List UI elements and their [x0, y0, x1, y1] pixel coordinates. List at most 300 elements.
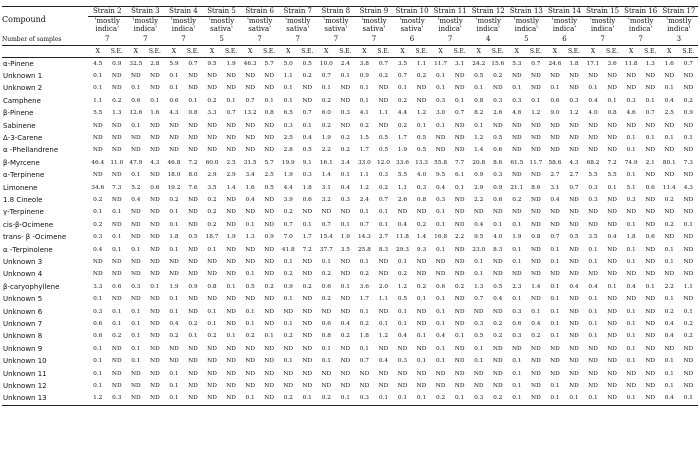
- mean-header: X: [660, 45, 679, 57]
- se-value: ND: [569, 370, 579, 377]
- mean-value: 0.1: [283, 259, 293, 265]
- mean-value: 0.4: [550, 196, 560, 203]
- mean-value: 0.1: [359, 345, 370, 352]
- compound-name: trans- β -Ocimene: [3, 233, 67, 242]
- se-value: ND: [607, 196, 617, 203]
- compound-name: Unknown 12: [3, 382, 47, 391]
- mean-value: 1.6: [664, 60, 674, 67]
- se-value: ND: [683, 122, 694, 129]
- table-row: [2, 70, 698, 82]
- compound-name: Unknown 6: [3, 307, 43, 316]
- se-value: ND: [150, 234, 160, 241]
- mean-value: 0.1: [93, 370, 103, 377]
- mean-value: ND: [245, 134, 255, 141]
- se-value: 0.1: [302, 122, 312, 129]
- mean-value: 0.1: [245, 321, 255, 328]
- mean-value: 4.5: [93, 60, 103, 67]
- mean-value: ND: [283, 370, 294, 377]
- se-value: 1.2: [531, 110, 541, 117]
- mean-value: ND: [283, 345, 294, 352]
- mean-value: 0.7: [397, 72, 408, 79]
- mean-value: 80.1: [662, 159, 676, 166]
- mean-value: 0.4: [626, 283, 636, 290]
- mean-value: 0.6: [550, 97, 560, 104]
- mean-value: 0.2: [321, 97, 331, 104]
- mean-value: 10.0: [319, 60, 333, 67]
- se-value: ND: [645, 122, 656, 129]
- se-value: ND: [603, 392, 622, 405]
- se-value: ND: [683, 234, 694, 241]
- se-value: ND: [454, 147, 465, 154]
- se-value: ND: [340, 259, 351, 265]
- se-value: ND: [531, 209, 541, 216]
- se-value: ND: [569, 259, 579, 265]
- mean-value: 23.0: [472, 246, 486, 253]
- se-value: 0.1: [378, 221, 389, 228]
- compound-name: Sabinene: [3, 121, 36, 130]
- mean-value: 0.1: [435, 296, 446, 303]
- mean-value: 0.4: [169, 321, 179, 328]
- se-value: ND: [569, 333, 579, 340]
- mean-value: ND: [207, 358, 217, 365]
- se-header: S.E.: [107, 45, 126, 57]
- strain-type: indica': [171, 25, 196, 33]
- mean-value: 0.1: [164, 392, 183, 405]
- mean-value: ND: [321, 383, 332, 390]
- mean-value: 0.1: [550, 321, 560, 328]
- strain-type: 'mostly: [323, 16, 349, 25]
- se-value: ND: [607, 383, 617, 390]
- sample-count: 6: [562, 34, 567, 43]
- mean-value: 19.9: [281, 159, 295, 166]
- se-value: ND: [188, 147, 198, 154]
- mean-value: 74.9: [624, 159, 638, 166]
- mean-value: 25.8: [357, 246, 371, 253]
- se-value: 0.1: [683, 308, 693, 315]
- se-value: ND: [569, 246, 579, 253]
- mean-value: 0.2: [169, 196, 179, 203]
- strain-name: Strain 6: [241, 7, 279, 17]
- se-value: ND: [569, 134, 579, 141]
- se-value: 0.3: [340, 196, 350, 203]
- table-row: [2, 107, 698, 119]
- se-value: ND: [607, 147, 617, 154]
- mean-value: ND: [207, 85, 217, 92]
- se-value: 0.5: [493, 134, 503, 141]
- se-value: ND: [150, 358, 160, 365]
- se-value: 0.6: [302, 196, 312, 203]
- mean-value: 0.2: [664, 196, 674, 203]
- mean-value: 1.4: [474, 147, 484, 154]
- mean-value: 0.2: [207, 221, 217, 228]
- compound-name: Δ-3-Carene: [3, 133, 43, 142]
- table-row: [2, 343, 698, 355]
- mean-value: ND: [245, 147, 255, 154]
- mean-value: 0.3: [435, 97, 446, 104]
- mean-value: 3.1: [321, 184, 331, 191]
- se-value: ND: [454, 246, 465, 253]
- se-value: ND: [150, 246, 160, 253]
- mean-value: 1.4: [321, 172, 331, 179]
- se-value: ND: [416, 259, 427, 265]
- mean-value: 0.3: [397, 358, 408, 365]
- mean-value: 0.7: [321, 72, 331, 79]
- mean-value: 1.9: [169, 283, 179, 290]
- terpene-table: [2, 6, 698, 406]
- compound-name: Unknown 11: [3, 369, 47, 378]
- mean-value: 0.1: [131, 358, 141, 365]
- mean-value: 0.1: [622, 392, 641, 405]
- se-value: ND: [416, 308, 427, 315]
- mean-value: ND: [92, 147, 103, 154]
- se-value: ND: [645, 271, 656, 278]
- mean-value: 0.1: [283, 358, 293, 365]
- mean-value: 0.1: [512, 85, 522, 92]
- se-value: 0.1: [416, 122, 427, 129]
- se-value: 3.5: [340, 246, 350, 253]
- se-value: 0.7: [226, 110, 236, 117]
- mean-header: X: [164, 45, 183, 57]
- se-value: ND: [645, 383, 656, 390]
- mean-value: ND: [588, 221, 598, 228]
- se-header: S.E.: [374, 45, 393, 57]
- strain-type-row-2: [2, 25, 698, 34]
- mean-value: ND: [245, 358, 255, 365]
- mean-value: 3.9: [283, 196, 293, 203]
- mean-value: 0.9: [283, 283, 293, 290]
- se-value: 0.2: [683, 97, 693, 104]
- mean-value: 0.2: [321, 122, 331, 129]
- compound-name: Camphene: [3, 96, 41, 105]
- se-value: ND: [531, 196, 541, 203]
- se-value: ND: [111, 172, 122, 179]
- se-value: 0.3: [493, 97, 503, 104]
- mean-value: ND: [550, 370, 560, 377]
- sample-count: 7: [105, 34, 110, 43]
- mean-value: ND: [207, 134, 217, 141]
- se-value: ND: [302, 209, 313, 216]
- mean-value: ND: [511, 172, 522, 179]
- se-value: ND: [378, 97, 389, 104]
- se-value: 0.5: [569, 234, 579, 241]
- mean-value: ND: [435, 259, 446, 265]
- mean-value: ND: [550, 72, 560, 79]
- mean-value: ND: [203, 392, 222, 405]
- mean-value: 5.3: [512, 60, 522, 67]
- se-value: 0.4: [340, 321, 350, 328]
- mean-value: 20.8: [472, 159, 486, 166]
- mean-value: 0.2: [321, 271, 331, 278]
- se-value: ND: [645, 246, 656, 253]
- mean-value: 0.1: [207, 246, 217, 253]
- se-value: ND: [607, 370, 617, 377]
- se-value: ND: [683, 271, 694, 278]
- se-value: ND: [607, 358, 617, 365]
- mean-value: 0.1: [512, 370, 522, 377]
- strain-name: Strain 7: [279, 7, 317, 17]
- se-value: 0.1: [493, 221, 503, 228]
- mean-value: 0.1: [550, 296, 560, 303]
- se-value: 7.2: [188, 159, 198, 166]
- se-header: S.E.: [488, 45, 507, 57]
- se-value: 2.5: [264, 172, 274, 179]
- se-value: 0.5: [302, 147, 312, 154]
- mean-value: 24.6: [548, 60, 562, 67]
- se-value: 0.1: [188, 333, 198, 340]
- mean-value: 46.3: [243, 60, 257, 67]
- se-value: 0.8: [416, 196, 427, 203]
- se-value: 0.1: [336, 392, 355, 405]
- se-value: ND: [492, 122, 503, 129]
- se-header: S.E.: [298, 45, 317, 57]
- mean-value: 3.2: [321, 196, 331, 203]
- se-value: ND: [683, 196, 694, 203]
- mean-value: 1.3: [474, 283, 484, 290]
- mean-value: 0.2: [207, 209, 217, 216]
- mean-value: 0.1: [512, 221, 522, 228]
- se-value: 0.2: [416, 221, 427, 228]
- mean-value: 3.5: [588, 234, 598, 241]
- strain-name: Strain 10: [393, 7, 431, 17]
- mean-value: 0.3: [355, 392, 374, 405]
- se-value: ND: [340, 97, 351, 104]
- se-header: S.E.: [183, 45, 202, 57]
- mean-value: ND: [130, 383, 141, 390]
- mean-value: 18.0: [167, 172, 181, 179]
- mean-value: 0.7: [550, 234, 560, 241]
- se-value: ND: [378, 370, 389, 377]
- se-value: 1.4: [226, 184, 236, 191]
- table-container: [2, 6, 698, 406]
- table-row: [2, 182, 698, 194]
- strain-type: sativa': [400, 25, 424, 33]
- se-value: 0.2: [493, 72, 503, 79]
- compound-name: cis-β-Ocimene: [3, 220, 54, 229]
- mean-value: ND: [397, 370, 408, 377]
- mean-value: ND: [588, 345, 598, 352]
- se-value: 0.1: [150, 283, 160, 290]
- se-value: ND: [264, 196, 275, 203]
- mean-value: ND: [130, 134, 141, 141]
- mean-value: 0.1: [93, 358, 103, 365]
- mean-value: 4.6: [512, 110, 522, 117]
- se-value: ND: [340, 122, 351, 129]
- mean-value: 0.2: [359, 122, 370, 129]
- mean-value: 0.1: [359, 85, 370, 92]
- se-value: ND: [111, 383, 122, 390]
- se-value: ND: [531, 122, 541, 129]
- mean-value: ND: [359, 370, 370, 377]
- mean-value: 0.4: [664, 97, 674, 104]
- se-value: ND: [378, 259, 389, 265]
- mean-value: ND: [169, 271, 179, 278]
- mean-value: 0.2: [207, 196, 217, 203]
- mean-value: 0.1: [550, 333, 560, 340]
- mean-value: ND: [283, 383, 294, 390]
- mean-value: 0.6: [435, 283, 446, 290]
- compound-name: α-Pinene: [3, 59, 34, 68]
- se-value: ND: [264, 85, 275, 92]
- mean-value: 0.4: [397, 333, 408, 340]
- se-value: ND: [607, 209, 617, 216]
- mean-value: 0.4: [397, 221, 408, 228]
- se-value: ND: [340, 370, 351, 377]
- mean-value: 0.1: [664, 85, 674, 92]
- se-value: 0.8: [188, 110, 198, 117]
- mean-value: 0.3: [435, 196, 446, 203]
- se-value: ND: [492, 308, 503, 315]
- mean-value: 0.1: [169, 308, 179, 315]
- strain-type: indica': [667, 25, 691, 33]
- se-value: ND: [607, 321, 617, 328]
- se-value: ND: [340, 296, 351, 303]
- mean-value: 0.3: [626, 196, 636, 203]
- mean-value: 0.1: [283, 97, 293, 104]
- mean-value: 5.5: [588, 172, 598, 179]
- se-value: ND: [340, 358, 351, 365]
- se-value: ND: [150, 209, 160, 216]
- mean-value: 0.2: [317, 392, 336, 405]
- mean-value: 2.9: [207, 172, 217, 179]
- se-value: ND: [226, 147, 236, 154]
- mean-value: 5.1: [626, 184, 636, 191]
- se-value: ND: [150, 72, 160, 79]
- mean-value: ND: [92, 259, 103, 265]
- mean-value: ND: [473, 308, 484, 315]
- sample-count: 7: [600, 34, 605, 43]
- se-value: ND: [264, 271, 275, 278]
- mean-value: ND: [207, 122, 217, 129]
- mean-value: 0.1: [664, 296, 674, 303]
- se-value: ND: [607, 72, 617, 79]
- se-value: 0.4: [493, 296, 503, 303]
- se-value: ND: [531, 246, 541, 253]
- mean-value: 2.2: [474, 196, 484, 203]
- mean-value: 0.7: [321, 221, 331, 228]
- mean-value: 0.3: [626, 97, 636, 104]
- mean-value: 0.2: [359, 321, 370, 328]
- se-value: ND: [378, 85, 389, 92]
- se-header: S.E.: [145, 45, 164, 57]
- se-value: ND: [645, 308, 656, 315]
- mean-value: 60.0: [205, 159, 219, 166]
- mean-value: 0.4: [93, 246, 103, 253]
- mean-value: 0.1: [207, 308, 217, 315]
- mean-value: 0.1: [474, 259, 484, 265]
- se-value: ND: [150, 271, 160, 278]
- mean-value: ND: [550, 209, 560, 216]
- se-value: ND: [188, 196, 198, 203]
- se-value: ND: [416, 321, 427, 328]
- se-value: 1.6: [150, 110, 160, 117]
- se-value: ND: [531, 72, 541, 79]
- se-value: 1.9: [340, 234, 350, 241]
- se-value: ND: [302, 97, 313, 104]
- se-header: S.E.: [564, 45, 583, 57]
- mean-value: ND: [626, 85, 637, 92]
- mean-value: 34.6: [91, 184, 105, 191]
- mean-value: 4.0: [588, 110, 598, 117]
- se-value: ND: [683, 72, 694, 79]
- strain-name: Strain 16: [622, 7, 660, 17]
- mean-value: 1.1: [397, 184, 408, 191]
- se-value: 0.4: [302, 134, 312, 141]
- se-value: ND: [454, 296, 465, 303]
- mean-value: 12.6: [129, 110, 143, 117]
- strain-type: 'mostly: [589, 16, 616, 25]
- se-value: 0.5: [493, 283, 503, 290]
- compound-name: α -Terpinolene: [3, 245, 53, 254]
- se-value: ND: [226, 358, 236, 365]
- se-value: ND: [569, 147, 579, 154]
- mean-value: 0.5: [397, 296, 408, 303]
- mean-header: X: [584, 45, 603, 57]
- mean-value: ND: [626, 383, 637, 390]
- mean-value: 0.2: [93, 221, 103, 228]
- se-value: ND: [492, 259, 503, 265]
- mean-value: 0.2: [283, 271, 293, 278]
- se-value: ND: [188, 122, 198, 129]
- se-value: ND: [340, 85, 351, 92]
- se-value: ND: [645, 370, 656, 377]
- se-value: ND: [607, 308, 617, 315]
- compound-name: β-Pinene: [3, 109, 34, 118]
- mean-value: 47.9: [129, 159, 143, 166]
- se-value: 0.2: [112, 97, 122, 104]
- se-value: 8.3: [378, 246, 389, 253]
- se-value: ND: [226, 72, 236, 79]
- se-value: ND: [454, 358, 465, 365]
- strain-type: indica': [476, 25, 500, 33]
- mean-value: ND: [245, 259, 255, 265]
- mean-value: 0.1: [474, 122, 484, 129]
- mean-value: 0.1: [245, 308, 255, 315]
- strain-type: sativa': [248, 25, 272, 33]
- se-value: ND: [150, 221, 160, 228]
- se-value: ND: [302, 259, 313, 265]
- se-value: ND: [222, 392, 241, 405]
- mean-value: 0.1: [359, 209, 370, 216]
- se-value: ND: [454, 259, 465, 265]
- mean-value: 0.1: [626, 345, 636, 352]
- mean-value: 0.2: [207, 97, 217, 104]
- se-value: ND: [188, 209, 198, 216]
- se-value: ND: [264, 209, 275, 216]
- mean-value: 0.2: [283, 333, 293, 340]
- strain-type: 'mostly: [208, 16, 235, 25]
- se-value: ND: [264, 383, 275, 390]
- mean-value: ND: [397, 209, 408, 216]
- mean-value: 0.1: [283, 321, 293, 328]
- se-value: ND: [569, 196, 579, 203]
- mean-value: 0.1: [588, 321, 598, 328]
- se-value: ND: [531, 85, 541, 92]
- mean-value: ND: [550, 271, 560, 278]
- se-value: 4.0: [416, 172, 427, 179]
- se-value: ND: [531, 383, 541, 390]
- mean-value: 31.5: [243, 159, 257, 166]
- se-value: ND: [111, 370, 122, 377]
- se-value: ND: [188, 72, 198, 79]
- mean-value: 0.2: [664, 308, 674, 315]
- mean-value: 0.1: [131, 345, 141, 352]
- se-value: ND: [607, 259, 617, 265]
- se-value: ND: [188, 308, 198, 315]
- mean-value: ND: [626, 370, 637, 377]
- mean-value: ND: [435, 134, 446, 141]
- mean-value: 19.2: [167, 184, 181, 191]
- se-value: ND: [150, 321, 160, 328]
